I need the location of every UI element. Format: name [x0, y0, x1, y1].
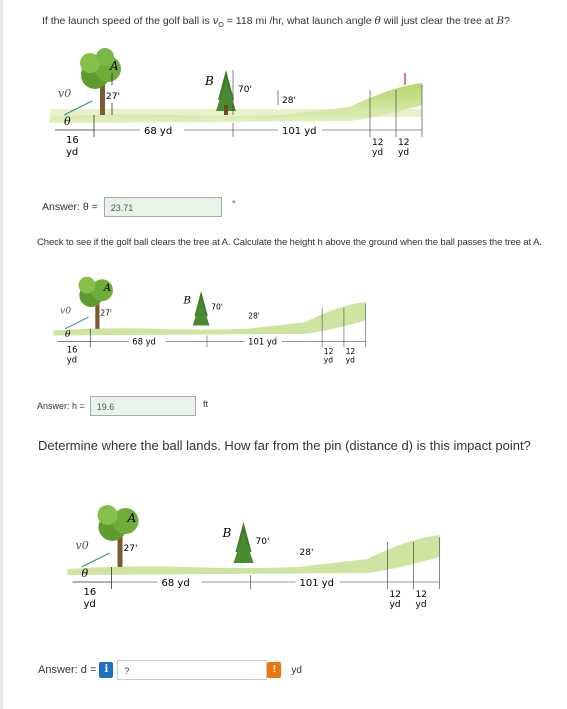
label-b-3: B	[222, 526, 232, 540]
label-v0-3: v0	[75, 539, 89, 552]
dim-12a-2: 12	[323, 347, 334, 356]
dim-101: 101 yd	[282, 126, 317, 137]
label-v0: v0	[58, 87, 72, 100]
dim-12a-unit: yd	[372, 148, 384, 158]
golf-diagram-2	[50, 270, 380, 375]
answer-3-input[interactable]: ?	[117, 660, 267, 680]
dim-12b-3: 12	[415, 590, 427, 600]
dim-12b-unit-3: yd	[415, 600, 427, 610]
q1-text-before: If the launch speed of the golf ball is	[42, 15, 213, 27]
dim-12a-unit-2: yd	[323, 355, 334, 365]
q1-text-after: will just clear the tree at	[380, 15, 497, 27]
answer-1-label: Answer: θ =	[42, 201, 98, 213]
dim-16-unit-3: yd	[83, 599, 96, 610]
tree-b-icon-3	[234, 522, 254, 563]
left-border	[0, 0, 3, 709]
label-b: B	[205, 74, 214, 88]
dim-27-3: 27'	[123, 544, 138, 554]
label-a: A	[110, 59, 119, 73]
dim-12b-unit: yd	[398, 148, 410, 158]
dim-28-3: 28'	[299, 548, 314, 558]
golf-diagram-1	[50, 45, 435, 170]
label-theta-2: θ	[65, 329, 71, 341]
answer-3-row	[38, 660, 302, 680]
dim-68: 68 yd	[144, 126, 173, 137]
info-icon[interactable]: i	[99, 662, 113, 678]
tree-b-icon-2	[193, 291, 210, 325]
answer-2-input[interactable]: 19.6	[90, 396, 196, 416]
dim-70: 70'	[238, 85, 252, 95]
q1-var-v: v	[212, 15, 219, 27]
label-v0-2: v0	[60, 305, 72, 317]
question-3-text: Determine where the ball lands. How far from the pin (distance d) is this impact point?	[38, 438, 531, 453]
dim-12a-unit-3: yd	[389, 600, 401, 610]
q1-text-mid: = 118 mi /hr, what launch angle	[223, 15, 375, 27]
label-theta: θ	[64, 115, 71, 128]
answer-1-row	[42, 197, 222, 217]
golf-diagram-3	[55, 497, 465, 622]
dim-12b-2: 12	[345, 347, 356, 356]
dim-12a: 12	[372, 138, 384, 148]
answer-2-unit: ft	[203, 399, 209, 409]
dim-12b: 12	[398, 138, 410, 148]
answer-2-row	[37, 396, 196, 416]
dim-68-2: 68 yd	[132, 336, 156, 347]
dim-70-2: 70'	[211, 302, 223, 312]
answer-1-unit: °	[232, 199, 236, 209]
q1-sub-0: O	[218, 22, 224, 30]
dim-16-2: 16	[66, 344, 78, 355]
dim-28: 28'	[282, 96, 296, 106]
dim-27: 27'	[106, 92, 120, 102]
ground-strip	[50, 109, 422, 117]
answer-1-input[interactable]: 23.71	[104, 197, 222, 217]
dim-101-2: 101 yd	[248, 336, 278, 347]
label-a-2: A	[103, 283, 111, 294]
label-a-3: A	[127, 511, 137, 525]
dim-16: 16	[66, 135, 79, 146]
warning-icon: !	[267, 662, 281, 678]
dim-16-unit: yd	[66, 147, 79, 158]
dim-12a-3: 12	[389, 590, 401, 600]
dim-70-3: 70'	[255, 537, 270, 547]
q1-var-b: B	[496, 15, 505, 27]
golf-diagram-2-svg	[50, 270, 380, 375]
dim-16-3: 16	[83, 587, 97, 598]
label-theta-3: θ	[81, 567, 89, 580]
dim-12b-unit-2: yd	[345, 355, 355, 365]
dim-101-3: 101 yd	[299, 578, 335, 589]
dim-27-2: 27'	[100, 308, 113, 318]
question-2-text: Check to see if the golf ball clears the tree at A. Calculate the height h above the ground when the ball passes the tree at A.	[37, 237, 542, 248]
dim-16-unit-2: yd	[66, 354, 78, 365]
q1-text-end: ?	[504, 15, 510, 27]
dim-28-2: 28'	[248, 311, 260, 321]
answer-3-label: Answer: d =	[38, 664, 97, 676]
answer-3-unit: yd	[291, 664, 302, 676]
answer-2-label: Answer: h =	[37, 401, 85, 411]
golf-diagram-svg	[50, 45, 435, 170]
q1-var-theta: θ	[374, 15, 381, 27]
golf-diagram-3-svg	[55, 497, 465, 622]
label-b-2: B	[183, 295, 191, 307]
dim-68-3: 68 yd	[161, 578, 190, 589]
question-1-text	[42, 15, 510, 29]
